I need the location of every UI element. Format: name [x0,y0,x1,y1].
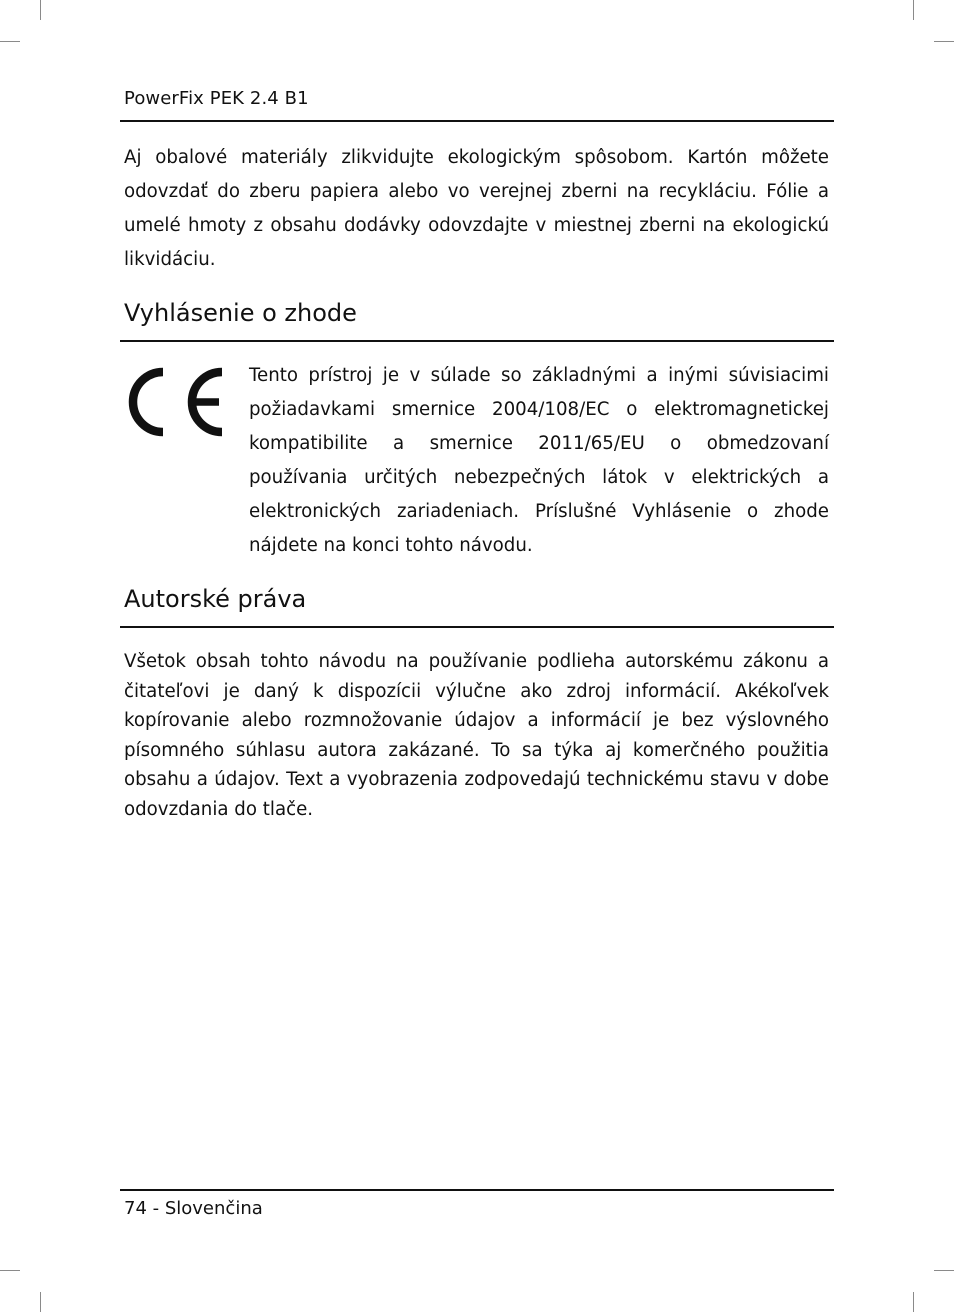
header-rule [120,120,834,122]
crop-mark-top-right [913,0,914,20]
crop-mark-top-left [40,0,41,20]
page-number: 74 - Slovenčina [124,1198,263,1219]
conformity-heading: Vyhlásenie o zhode [124,299,357,327]
crop-mark-right-bottom [934,1270,954,1271]
running-header: PowerFix PEK 2.4 B1 [124,88,309,109]
copyright-paragraph: Všetok obsah tohto návodu na používanie podlieha autorskému zákonu a čitateľovi je daný k dispozícii výlučne ako zdroj informácií. Akékoľvek kopírovanie alebo rozmnožovanie údajov a informácií je bez výslovného písomného súhlasu autora zakázané. To sa týka aj komerčného použitia obsahu a údajov. Text a vyobrazenia zodpovedajú technickému stavu v dobe odovzdania do tlače. [124,651,829,820]
packaging-disposal-paragraph: Aj obalové materiály zlikvidujte ekologickým spôsobom. Kartón môžete odovzdať do zberu papiera alebo vo verejnej zberni na recykláciu. Fólie a umelé hmoty z obsahu dodávky odovzdajte v miestnej zberni na ekologickú likvidáciu. [124,147,829,270]
ce-mark-icon [122,364,228,440]
crop-mark-right-top [934,41,954,42]
copyright-heading-rule [120,626,834,628]
crop-mark-bottom-left [40,1292,41,1312]
crop-mark-bottom-right [913,1292,914,1312]
copyright-heading: Autorské práva [124,585,307,613]
conformity-paragraph: Tento prístroj je v súlade so základnými a inými súvisiacimi požiadavkami smernice 2004/108/EC o elektromagnetickej kompatibilite a smernice 2011/65/EU o obmedzovaní používania určitých nebezpečných látok v elektrických a elektronických zariadeniach. Príslušné Vyhlásenie o zhode nájdete na konci tohto návodu. [249,365,829,556]
conformity-heading-rule [120,340,834,342]
crop-mark-left-bottom [0,1270,20,1271]
footer-rule [120,1189,834,1191]
crop-mark-left-top [0,41,20,42]
